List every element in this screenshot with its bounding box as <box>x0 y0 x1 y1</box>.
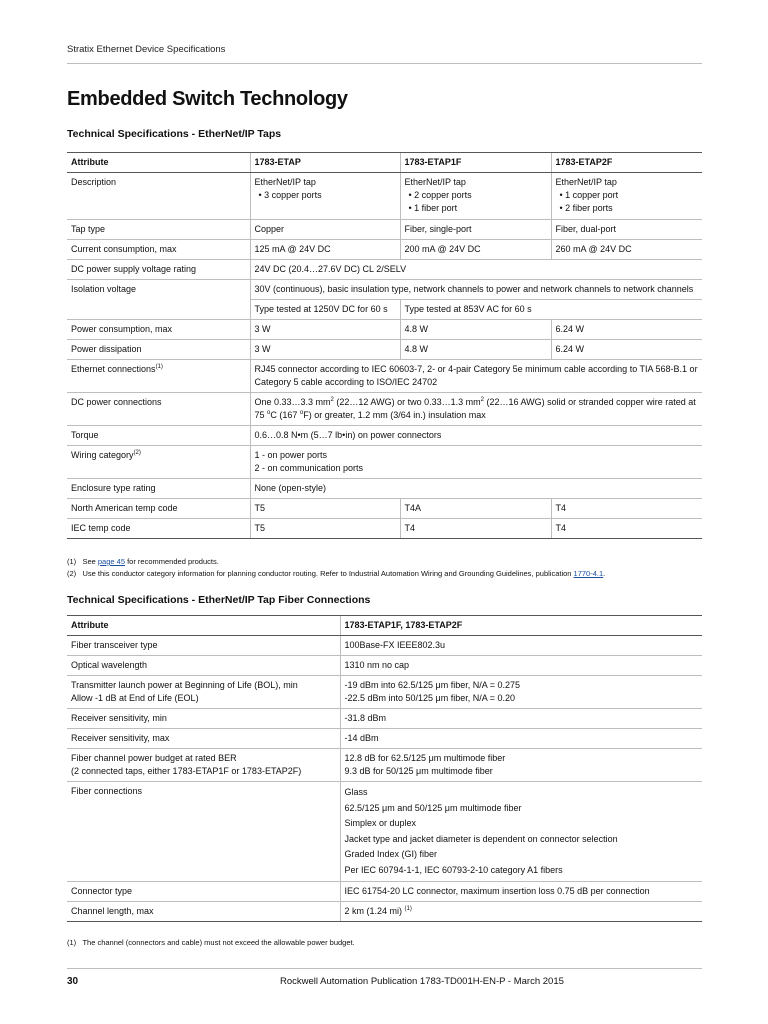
value-cell: 260 mA @ 24V DC <box>551 240 702 260</box>
table-row <box>67 393 702 426</box>
attribute-cell: Receiver sensitivity, min <box>67 709 340 729</box>
table-row <box>67 360 702 393</box>
text-run: (22…12 AWG) or two 0.33…1.3 mm <box>333 397 481 407</box>
footnote-mark: (1) <box>67 557 77 566</box>
value-line: • 3 copper ports <box>258 190 322 200</box>
value-cell: T4 <box>551 519 702 539</box>
value-line: EtherNet/IP tap <box>254 177 316 187</box>
table2-footnotes <box>67 937 355 949</box>
value-line: • 2 fiber ports <box>559 203 613 213</box>
table-row <box>67 446 702 479</box>
table-row <box>67 340 702 360</box>
value-line: • 1 copper port <box>559 190 619 200</box>
publication-link[interactable]: 1770-4.1 <box>573 569 604 578</box>
column-header: 1783-ETAP1F, 1783-ETAP2F <box>340 616 702 636</box>
attribute-label: Ethernet connections <box>71 364 156 374</box>
attribute-cell: DC power supply voltage rating <box>67 260 250 280</box>
footnote-text: for recommended products. <box>125 557 219 566</box>
attribute-cell: Optical wavelength <box>67 656 340 676</box>
value-cell: Fiber, single-port <box>400 220 551 240</box>
value-text: 2 km (1.24 mi) <box>344 906 403 916</box>
value-cell: 24V DC (20.4…27.6V DC) CL 2/SELV <box>250 260 702 280</box>
value-line: Glass <box>344 787 368 797</box>
value-line: 9.3 dB for 50/125 μm multimode fiber <box>344 766 493 776</box>
attribute-cell: Enclosure type rating <box>67 479 250 499</box>
column-header: Attribute <box>67 153 250 173</box>
footnote-text: The channel (connectors and cable) must not exceed the allowable power budget. <box>82 938 355 947</box>
text-run: C (167 <box>270 410 300 420</box>
attribute-cell: Isolation voltage <box>67 280 250 320</box>
value-line: -19 dBm into 62.5/125 μm fiber, N/A = 0.275 <box>344 680 521 690</box>
header-divider <box>67 63 702 64</box>
value-cell: T5 <box>250 499 400 519</box>
value-line: Simplex or duplex <box>344 818 417 828</box>
attribute-line: Fiber channel power budget at rated BER <box>71 753 237 763</box>
value-line: 12.8 dB for 62.5/125 μm multimode fiber <box>344 753 506 763</box>
table-row <box>67 729 702 749</box>
attribute-cell: North American temp code <box>67 499 250 519</box>
footnote <box>67 556 605 568</box>
value-cell: Fiber, dual-port <box>551 220 702 240</box>
table-header-row <box>67 616 702 636</box>
attribute-cell: Current consumption, max <box>67 240 250 260</box>
attribute-cell: Receiver sensitivity, max <box>67 729 340 749</box>
table-row <box>67 882 702 902</box>
fiber-connections-spec-table <box>67 615 702 922</box>
value-cell: 3 W <box>250 320 400 340</box>
table-row <box>67 676 702 709</box>
table-row <box>67 519 702 539</box>
page-title: Embedded Switch Technology <box>67 88 348 110</box>
value-line: • 2 copper ports <box>408 190 472 200</box>
value-cell <box>250 446 702 479</box>
value-cell: 4.8 W <box>400 320 551 340</box>
value-cell <box>340 676 702 709</box>
value-cell <box>551 173 702 220</box>
text-run: One 0.33…3.3 mm <box>254 397 331 407</box>
value-cell: 4.8 W <box>400 340 551 360</box>
value-cell: Type tested at 1250V DC for 60 s <box>250 300 400 320</box>
attribute-line: (2 connected taps, either 1783-ETAP1F or 1783-ETAP2F) <box>71 766 302 776</box>
table-row <box>67 260 702 280</box>
superscript: o <box>299 410 304 416</box>
attribute-cell: DC power connections <box>67 393 250 426</box>
value-cell: 125 mA @ 24V DC <box>250 240 400 260</box>
value-line: Jacket type and jacket diameter is dependent on connector selection <box>344 833 618 844</box>
attribute-cell: Connector type <box>67 882 340 902</box>
value-cell: None (open-style) <box>250 479 702 499</box>
value-cell <box>250 393 702 426</box>
table-row <box>67 220 702 240</box>
value-cell: T4A <box>400 499 551 519</box>
table-row <box>67 782 702 882</box>
attribute-cell: Channel length, max <box>67 902 340 922</box>
value-line: EtherNet/IP tap <box>404 177 466 187</box>
value-cell: 3 W <box>250 340 400 360</box>
value-line: 1 - on power ports <box>254 450 328 460</box>
value-cell <box>340 902 702 922</box>
attribute-cell: Tap type <box>67 220 250 240</box>
value-cell: -14 dBm <box>340 729 702 749</box>
superscript: 2 <box>480 397 484 403</box>
publication-info: Rockwell Automation Publication 1783-TD001H-EN-P - March 2015 <box>280 976 564 987</box>
footnote-text: See <box>82 557 98 566</box>
footer-divider <box>67 968 702 969</box>
table2-caption: Technical Specifications - EtherNet/IP Tap Fiber Connections <box>67 594 371 606</box>
value-cell: -31.8 dBm <box>340 709 702 729</box>
value-cell: 200 mA @ 24V DC <box>400 240 551 260</box>
attribute-line: Allow -1 dB at End of Life (EOL) <box>71 693 199 703</box>
footnote-text: . <box>603 569 606 578</box>
value-line: 62.5/125 μm and 50/125 μm multimode fiber <box>344 802 522 813</box>
table-row <box>67 636 702 656</box>
table-header-row <box>67 153 702 173</box>
value-cell: Type tested at 853V AC for 60 s <box>400 300 702 320</box>
table-row <box>67 426 702 446</box>
value-cell <box>400 173 551 220</box>
superscript: 2 <box>330 397 334 403</box>
footnote-mark: (2) <box>67 569 77 578</box>
value-cell: 30V (continuous), basic insulation type, network channels to power and network channels to network channels <box>250 280 702 300</box>
value-cell: T4 <box>400 519 551 539</box>
footnote-ref: (2) <box>133 450 141 456</box>
table-row <box>67 320 702 340</box>
page-link[interactable]: page 45 <box>97 557 125 566</box>
table-row <box>67 902 702 922</box>
attribute-cell <box>67 446 250 479</box>
value-line: EtherNet/IP tap <box>555 177 617 187</box>
value-line: Per IEC 60794-1-1, IEC 60793-2-10 category A1 fibers <box>344 864 563 875</box>
table-row <box>67 709 702 729</box>
value-cell: 6.24 W <box>551 320 702 340</box>
footnote-text: Use this conductor category information for planning conductor routing. Refer to Industrial Automation Wiring and Grounding Guidelines, publication <box>82 569 574 578</box>
ethernet-taps-spec-table <box>67 152 702 539</box>
page-number: 30 <box>67 976 79 987</box>
table-row <box>67 240 702 260</box>
attribute-cell <box>67 676 340 709</box>
footnote-ref: (1) <box>404 906 412 912</box>
value-cell: T5 <box>250 519 400 539</box>
footnote-ref: (1) <box>155 364 163 370</box>
attribute-cell: Torque <box>67 426 250 446</box>
value-line: 2 - on communication ports <box>254 463 364 473</box>
attribute-label: Wiring category <box>71 450 134 460</box>
attribute-cell: IEC temp code <box>67 519 250 539</box>
value-cell: IEC 61754-20 LC connector, maximum insertion loss 0.75 dB per connection <box>340 882 702 902</box>
text-run: (22…16 AWG) solid or stranded copper wire rated at 75 <box>254 397 696 420</box>
value-cell <box>340 782 702 882</box>
table1-footnotes <box>67 556 605 580</box>
table-row <box>67 173 702 220</box>
attribute-cell: Power dissipation <box>67 340 250 360</box>
column-header: Attribute <box>67 616 340 636</box>
column-header: 1783-ETAP1F <box>400 153 551 173</box>
value-line: • 1 fiber port <box>408 203 458 213</box>
value-cell: 100Base-FX IEEE802.3u <box>340 636 702 656</box>
table-row <box>67 479 702 499</box>
table-row <box>67 499 702 519</box>
value-cell: 0.6…0.8 N•m (5…7 lb•in) on power connectors <box>250 426 702 446</box>
value-cell: T4 <box>551 499 702 519</box>
footnote <box>67 937 355 949</box>
value-cell: RJ45 connector according to IEC 60603-7, 2- or 4-pair Category 5e minimum cable according to TIA 568-B.1 or Category 5 cable according to ISO/IEC 24702 <box>250 360 702 393</box>
table-row <box>67 280 702 300</box>
attribute-cell <box>67 749 340 782</box>
value-cell: Copper <box>250 220 400 240</box>
table-row <box>67 749 702 782</box>
table1-caption: Technical Specifications - EtherNet/IP Taps <box>67 128 282 140</box>
attribute-line: Transmitter launch power at Beginning of Life (BOL), min <box>71 680 298 690</box>
attribute-cell: Fiber connections <box>67 782 340 882</box>
footnote <box>67 568 605 580</box>
table-row <box>67 656 702 676</box>
value-line: Graded Index (GI) fiber <box>344 849 438 859</box>
attribute-cell: Description <box>67 173 250 220</box>
text-run: F) or greater, 1.2 mm (3/64 in.) insulation max <box>303 410 486 420</box>
attribute-cell: Power consumption, max <box>67 320 250 340</box>
column-header: 1783-ETAP <box>250 153 400 173</box>
column-header: 1783-ETAP2F <box>551 153 702 173</box>
value-line: -22.5 dBm into 50/125 μm fiber, N/A = 0.20 <box>344 693 516 703</box>
value-cell <box>340 749 702 782</box>
value-cell <box>250 173 400 220</box>
attribute-cell: Fiber transceiver type <box>67 636 340 656</box>
value-cell: 6.24 W <box>551 340 702 360</box>
superscript: o <box>267 410 271 416</box>
attribute-cell <box>67 360 250 393</box>
footnote-mark: (1) <box>67 938 77 947</box>
running-header: Stratix Ethernet Device Specifications <box>67 44 226 55</box>
value-cell: 1310 nm no cap <box>340 656 702 676</box>
